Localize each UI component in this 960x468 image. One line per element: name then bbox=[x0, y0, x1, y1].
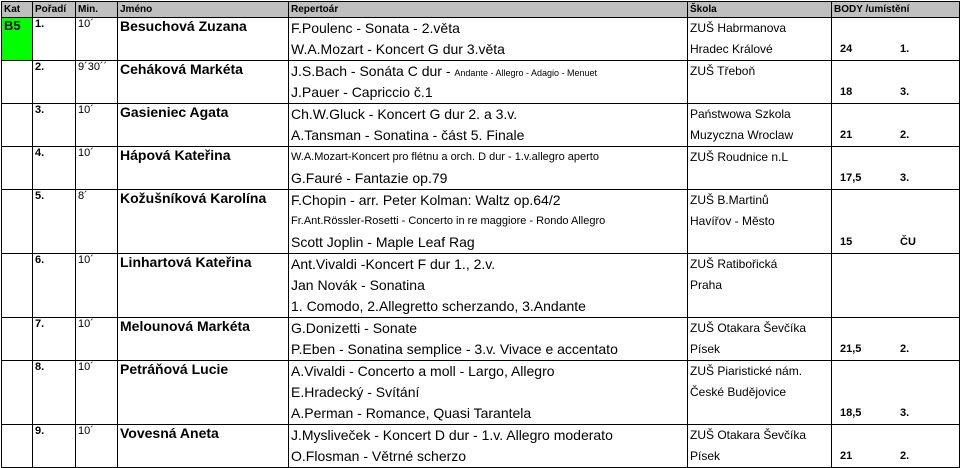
header-jmeno: Jméno bbox=[118, 2, 289, 18]
school-line bbox=[690, 232, 829, 253]
points: 21,5 bbox=[840, 343, 862, 355]
header-skola: Škola bbox=[688, 2, 832, 18]
contestant-name: Kožušníková Karolína bbox=[118, 190, 289, 254]
repertoire bbox=[289, 61, 688, 104]
repertoire-movements: Andante - Allegro - Adagio - Menuet bbox=[454, 68, 598, 78]
school-line: ZUŠ Otakara Ševčíka bbox=[690, 321, 807, 335]
repertoire bbox=[289, 425, 688, 468]
repertoire-line: A.Vivaldi - Concerto a moll - Largo, Allegro bbox=[291, 363, 555, 379]
repertoire-line: J.Pauer - Capriccio č.1 bbox=[291, 84, 433, 100]
duration: 10´ bbox=[76, 318, 118, 361]
points: 18,5 bbox=[840, 407, 862, 419]
points: 24 bbox=[840, 43, 853, 55]
school bbox=[688, 18, 832, 61]
repertoire bbox=[289, 147, 688, 190]
duration: 10´ bbox=[76, 254, 118, 318]
rank: ČU bbox=[900, 236, 916, 248]
duration: 8´ bbox=[76, 190, 118, 254]
repertoire-line: Fr.Ant.Rössler-Rosetti - Concerto in re maggiore - Rondo Allegro bbox=[291, 215, 606, 227]
duration: 10´ bbox=[76, 361, 118, 425]
rank: 3. bbox=[900, 86, 910, 98]
school bbox=[688, 318, 832, 361]
score bbox=[832, 361, 960, 425]
table-row bbox=[2, 425, 960, 468]
table-row bbox=[2, 61, 960, 104]
header-body: BODY /umístění bbox=[832, 2, 960, 18]
school-line: ZUŠ Roudnice n.L bbox=[690, 150, 789, 164]
points: 21 bbox=[840, 129, 853, 141]
repertoire-line: Ch.W.Gluck - Koncert G dur 2. a 3.v. bbox=[291, 106, 518, 122]
school-line bbox=[690, 82, 829, 103]
repertoire-line: W.A.Mozart-Koncert pro flétnu a orch. D dur - 1.v.allegro aperto bbox=[291, 151, 599, 163]
school-line bbox=[690, 403, 829, 424]
contestant-name: Besuchová Zuzana bbox=[118, 18, 289, 61]
repertoire-line: J.S.Bach - Sonáta C dur - Andante - Allegro - Adagio - Menuet bbox=[291, 63, 598, 79]
repertoire bbox=[289, 104, 688, 147]
score bbox=[832, 318, 960, 361]
repertoire bbox=[289, 190, 688, 254]
score bbox=[832, 18, 960, 61]
table-row bbox=[2, 318, 960, 361]
score bbox=[832, 190, 960, 254]
points: 17,5 bbox=[840, 172, 862, 184]
duration: 10´ bbox=[76, 425, 118, 468]
repertoire-line: A.Tansman - Sonatina - část 5. Finale bbox=[291, 127, 525, 143]
school bbox=[688, 61, 832, 104]
table-row bbox=[2, 361, 960, 425]
school-line: ZUŠ Otakara Ševčíka bbox=[690, 428, 807, 442]
repertoire-line: F.Poulenc - Sonata - 2.věta bbox=[291, 20, 460, 36]
school-line: ZUŠ Piaristické nám. bbox=[690, 364, 803, 378]
order-number: 2. bbox=[33, 61, 76, 104]
school-line: České Budějovice bbox=[690, 385, 787, 399]
contestant-name: Gasieniec Agata bbox=[118, 104, 289, 147]
repertoire-line: G.Donizetti - Sonate bbox=[291, 320, 418, 336]
duration: 9´30´´ bbox=[76, 61, 118, 104]
order-number: 8. bbox=[33, 361, 76, 425]
repertoire-line: G.Fauré - Fantazie op.79 bbox=[291, 170, 448, 186]
school bbox=[688, 425, 832, 468]
repertoire bbox=[289, 18, 688, 61]
table-row bbox=[2, 190, 960, 254]
school-line bbox=[690, 296, 829, 317]
school-line: ZUŠ Ratibořická bbox=[690, 257, 778, 271]
repertoire-line: P.Eben - Sonatina semplice - 3.v. Vivace e accentato bbox=[291, 341, 618, 357]
repertoire-line: O.Flosman - Větrné scherzo bbox=[291, 448, 467, 464]
contestant-name: Linhartová Kateřina bbox=[118, 254, 289, 318]
duration: 10´ bbox=[76, 147, 118, 190]
points bbox=[834, 296, 900, 317]
repertoire-line: E.Hradecký - Svítání bbox=[291, 384, 420, 400]
repertoire-line: Ant.Vivaldi -Koncert F dur 1., 2.v. bbox=[291, 256, 496, 272]
results-table bbox=[1, 1, 960, 468]
school-line: Muzyczna Wroclaw bbox=[690, 128, 794, 142]
repertoire-line: Jan Novák - Sonatina bbox=[291, 277, 425, 293]
rank: 3. bbox=[900, 172, 910, 184]
table-row bbox=[2, 18, 960, 61]
repertoire bbox=[289, 254, 688, 318]
rank: 2. bbox=[900, 343, 910, 355]
repertoire-line: F.Chopin - arr. Peter Kolman: Waltz op.64/2 bbox=[291, 192, 561, 208]
order-number: 7. bbox=[33, 318, 76, 361]
school-line: Písek bbox=[690, 449, 721, 463]
school-line: Praha bbox=[690, 278, 723, 292]
header-kat: Kat bbox=[2, 2, 33, 18]
rank bbox=[900, 296, 957, 317]
contestant-name: Hápová Kateřina bbox=[118, 147, 289, 190]
school-line: Havířov - Město bbox=[690, 214, 775, 228]
contestant-name: Vovesná Aneta bbox=[118, 425, 289, 468]
rank: 2. bbox=[900, 129, 910, 141]
score bbox=[832, 254, 960, 318]
school-line: ZUŠ Habrmanova bbox=[690, 21, 787, 35]
rank: 2. bbox=[900, 450, 910, 462]
school-line: ZUŠ B.Martinů bbox=[690, 193, 769, 207]
points: 18 bbox=[840, 86, 853, 98]
repertoire-line: Scott Joplin - Maple Leaf Rag bbox=[291, 234, 475, 250]
points: 15 bbox=[840, 236, 853, 248]
repertoire-line: W.A.Mozart - Koncert G dur 3.věta bbox=[291, 41, 505, 57]
contestant-name: Melounová Markéta bbox=[118, 318, 289, 361]
table-row bbox=[2, 147, 960, 190]
repertoire bbox=[289, 318, 688, 361]
repertoire-line: 1. Comodo, 2.Allegretto scherzando, 3.Andante bbox=[291, 298, 586, 314]
order-number: 1. bbox=[33, 18, 76, 61]
repertoire bbox=[289, 361, 688, 425]
school-line: Hradec Králové bbox=[690, 42, 773, 56]
order-number: 5. bbox=[33, 190, 76, 254]
school bbox=[688, 361, 832, 425]
contestant-name: Ceháková Markéta bbox=[118, 61, 289, 104]
header-row bbox=[2, 2, 960, 18]
school bbox=[688, 147, 832, 190]
repertoire-line: J.Mysliveček - Koncert D dur - 1.v. Allegro moderato bbox=[291, 427, 613, 443]
contestant-name: Petráňová Lucie bbox=[118, 361, 289, 425]
score bbox=[832, 425, 960, 468]
school-line: Państwowa Szkola bbox=[690, 107, 791, 121]
school bbox=[688, 254, 832, 318]
table-row bbox=[2, 104, 960, 147]
duration: 10´ bbox=[76, 104, 118, 147]
school-line: Písek bbox=[690, 342, 721, 356]
header-poradi: Pořadí bbox=[33, 2, 76, 18]
school-line: ZUŠ Třeboň bbox=[690, 64, 756, 78]
table-row bbox=[2, 254, 960, 318]
order-number: 9. bbox=[33, 425, 76, 468]
school bbox=[688, 104, 832, 147]
rank: 1. bbox=[900, 43, 910, 55]
rank: 3. bbox=[900, 407, 910, 419]
order-number: 3. bbox=[33, 104, 76, 147]
duration: 10´ bbox=[76, 18, 118, 61]
points: 21 bbox=[840, 450, 853, 462]
category-badge: B5 bbox=[2, 18, 33, 61]
school bbox=[688, 190, 832, 254]
score bbox=[832, 147, 960, 190]
repertoire-line: A.Perman - Romance, Quasi Tarantela bbox=[291, 405, 532, 421]
score bbox=[832, 61, 960, 104]
school-line bbox=[690, 168, 829, 189]
order-number: 4. bbox=[33, 147, 76, 190]
header-repertoar: Repertoár bbox=[289, 2, 688, 18]
score bbox=[832, 104, 960, 147]
order-number: 6. bbox=[33, 254, 76, 318]
header-min: Min. bbox=[76, 2, 118, 18]
